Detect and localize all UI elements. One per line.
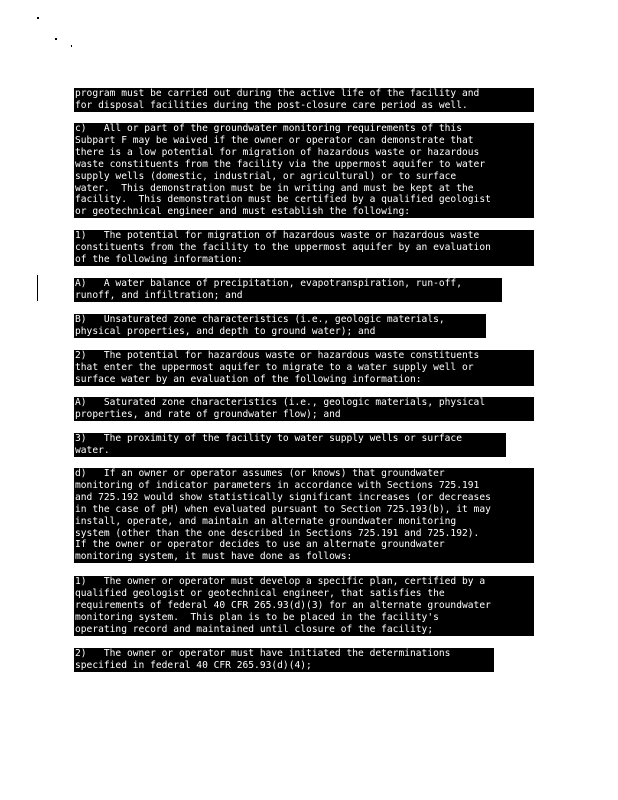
paragraph-d bbox=[74, 468, 534, 563]
text-line: operating record and maintained until closure of the facility; bbox=[75, 623, 434, 635]
text-line: c) All or part of the groundwater monitoring requirements of this bbox=[75, 123, 462, 134]
text-line: facility. This demonstration must be certified by a qualified geologist bbox=[75, 194, 491, 206]
text-line: 2) The owner or operator must have initiated the determinations bbox=[75, 648, 451, 659]
paragraph-A-water-balance bbox=[74, 278, 502, 302]
text-line: monitoring system. This plan is to be placed in the facility's bbox=[75, 611, 439, 623]
text-line: B) Unsaturated zone characteristics (i.e., geologic materials, bbox=[75, 314, 445, 325]
text-line: in the case of pH) when evaluated pursuant to Section 725.193(b), it may bbox=[75, 503, 491, 515]
text-line: program must be carried out during the active life of the facility and bbox=[75, 88, 480, 99]
text-line: A) A water balance of precipitation, evapotranspiration, run-off, bbox=[75, 278, 462, 289]
text-line: If the owner or operator decides to use an alternate groundwater bbox=[75, 539, 445, 551]
text-line: 2) The potential for hazardous waste or hazardous waste constituents bbox=[75, 350, 480, 361]
text-line: monitoring system, it must have done as follows: bbox=[75, 551, 353, 563]
text-line: requirements of federal 40 CFR 265.93(d)(3) for an alternate groundwater bbox=[75, 599, 491, 611]
text-line: system (other than the one described in Sections 725.191 and 725.192). bbox=[75, 527, 480, 539]
text-line: properties, and rate of groundwater flow); and bbox=[75, 408, 341, 420]
text-line: water. bbox=[75, 444, 110, 456]
paragraph-1 bbox=[74, 230, 534, 266]
text-line: Subpart F may be waived if the owner or operator can demonstrate that bbox=[75, 134, 474, 146]
text-line: specified in federal 40 CFR 265.93(d)(4); bbox=[75, 659, 312, 671]
text-line: A) Saturated zone characteristics (i.e., geologic materials, physical bbox=[75, 397, 486, 408]
paragraph-A-saturated bbox=[74, 397, 534, 421]
paragraph-d-2 bbox=[74, 648, 494, 672]
text-line: that enter the uppermost aquifer to migrate to a water supply well or bbox=[75, 361, 474, 373]
paragraph-B bbox=[74, 314, 486, 338]
text-line: runoff, and infiltration; and bbox=[75, 289, 243, 301]
scan-speck bbox=[37, 17, 39, 19]
text-line: surface water by an evaluation of the following information: bbox=[75, 373, 422, 385]
text-line: install, operate, and maintain an alternate groundwater monitoring bbox=[75, 515, 457, 527]
paragraph-d-1 bbox=[74, 576, 534, 636]
text-line: or geotechnical engineer and must establish the following: bbox=[75, 206, 411, 218]
scan-speck bbox=[55, 38, 57, 40]
paragraph-c bbox=[74, 123, 534, 218]
text-line: constituents from the facility to the uppermost aquifer by an evaluation bbox=[75, 241, 491, 253]
text-line: of the following information: bbox=[75, 253, 243, 265]
revision-margin-bar bbox=[37, 275, 38, 301]
text-line: d) If an owner or operator assumes (or knows) that groundwater bbox=[75, 468, 445, 479]
text-line: waste constituents from the facility via the uppermost aquifer to water bbox=[75, 158, 486, 170]
text-line: and 725.192 would show statistically significant increases (or decreases bbox=[75, 491, 491, 503]
paragraph-intro bbox=[74, 88, 534, 112]
text-line: supply wells (domestic, industrial, or agricultural) or to surface bbox=[75, 170, 457, 182]
paragraph-3 bbox=[74, 433, 506, 457]
paragraph-2 bbox=[74, 350, 534, 386]
text-line: physical properties, and depth to ground water); and bbox=[75, 325, 376, 337]
text-line: 1) The potential for migration of hazardous waste or hazardous waste bbox=[75, 230, 480, 241]
text-line: qualified geologist or geotechnical engineer, that satisfies the bbox=[75, 587, 445, 599]
text-line: water. This demonstration must be in writing and must be kept at the bbox=[75, 182, 474, 194]
text-line: there is a low potential for migration of hazardous waste or hazardous bbox=[75, 146, 480, 158]
scan-speck bbox=[71, 45, 72, 47]
text-line: monitoring of indicator parameters in accordance with Sections 725.191 bbox=[75, 479, 480, 491]
text-line: for disposal facilities during the post-closure care period as well. bbox=[75, 99, 468, 111]
text-line: 3) The proximity of the facility to water supply wells or surface bbox=[75, 433, 462, 444]
text-line: 1) The owner or operator must develop a specific plan, certified by a bbox=[75, 576, 486, 587]
